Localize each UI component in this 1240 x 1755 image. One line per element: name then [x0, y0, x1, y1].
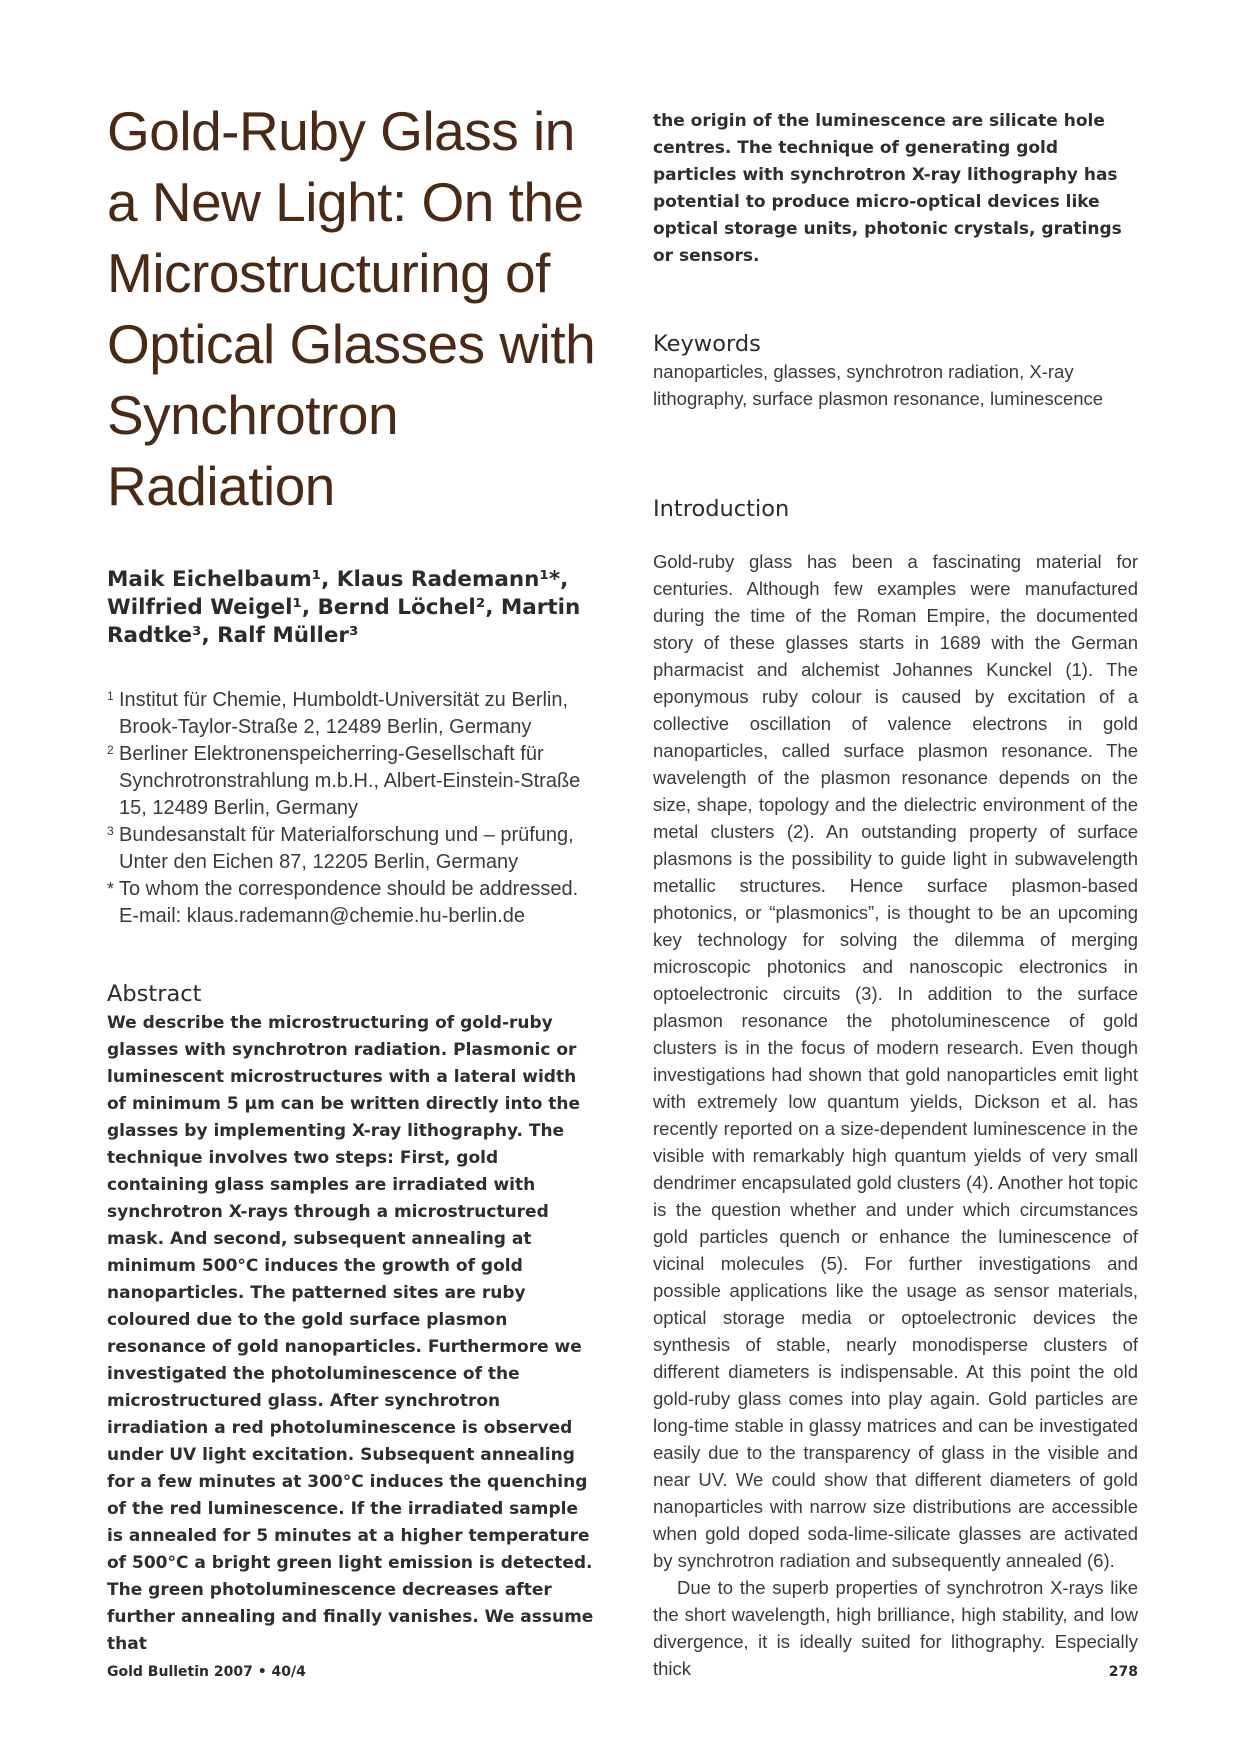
author-list: Maik Eichelbaum¹, Klaus Rademann¹*, Wilfried Weigel¹, Bernd Löchel², Martin Radtke³, Ralf Müller³	[107, 567, 581, 648]
abstract-text: We describe the microstructuring of gold-ruby glasses with synchrotron radiation. Plasmonic or luminescent microstructures with a lateral width of minimum 5 µm can be written directly into the glasses by implementing X-ray lithography. The technique involves two steps: First, gold containing glass samples are irradiated with synchrotron X-rays through a microstructured mask. And second, subsequent annealing at minimum 500°C induces the growth of gold nanoparticles. The patterned sites are ruby coloured due to the gold surface plasmon resonance of gold nanoparticles. Furthermore we investigated the photoluminescence of the microstructured glass. After synchrotron irradiation a red photoluminescence is observed under UV light excitation. Subsequent annealing for a few minutes at 300°C induces the quenching of the red luminescence. If the irradiated sample is annealed for 5 minutes at a higher temperature of 500°C a bright green light emission is detected. The green photoluminescence decreases after further annealing and finally vanishes. We assume that	[107, 1013, 594, 1654]
keywords-heading: Keywords	[653, 331, 761, 357]
affiliation-text: Berliner Elektronenspeicherring-Gesellschaft für Synchrotronstrahlung m.b.H., Albert-Einstein-Straße 15, 12489 Berlin, Germany	[119, 743, 581, 819]
introduction-paragraph: Due to the superb properties of synchrotron X-rays like the short wavelength, high brilliance, high stability, and low divergence, it is ideally suited for lithography. Especially thick	[653, 1577, 1138, 1679]
affiliation-item	[107, 741, 597, 822]
affiliation-list	[107, 687, 597, 930]
left-column	[107, 96, 597, 1658]
right-column	[653, 108, 1138, 1682]
affiliation-mark: 1	[107, 689, 114, 703]
correspondence-text: To whom the correspondence should be addressed. E-mail: klaus.rademann@chemie.hu-berlin.de	[119, 878, 579, 927]
affiliation-mark: 3	[107, 824, 114, 838]
affiliation-mark: *	[107, 879, 115, 899]
page-number: 278	[1108, 1664, 1138, 1680]
introduction-paragraph: Gold-ruby glass has been a fascinating material for centuries. Although few examples were manufactured during the time of the Roman Empire, the documented story of these glasses starts in 1689 with the German pharmacist and alchemist Johannes Kunckel (1). The eponymous ruby colour is caused by excitation of a collective oscillation of valence electrons in gold nanoparticles, called surface plasmon resonance. The wavelength of the plasmon resonance depends on the size, shape, topology and the dielectric environment of the metal clusters (2). An outstanding property of surface plasmons is the possibility to guide light in subwavelength metallic structures. Hence surface plasmon-based photonics, or “plasmonics”, is thought to be an upcoming key technology for solving the dilemma of merging microscopic photonics and nanoscopic electronics in optoelectronic circuits (3). In addition to the surface plasmon resonance the photoluminescence of gold clusters is in the focus of modern research. Even though investigations had shown that gold nanoparticles emit light with extremely low quantum yields, Dickson et al. has recently reported on a size-dependent luminescence in the visible with remarkably high quantum yields of very small dendrimer encapsulated gold clusters (4). Another hot topic is the question whether and under which circumstances gold particles quench or enhance the luminescence of vicinal molecules (5). For further investigations and possible applications like the usage as sensor materials, optical storage media or optoelectronic devices the synthesis of stable, nearly monodisperse clusters of different diameters is indispensable. At this point the old gold-ruby glass comes into play again. Gold particles are long-time stable in glassy matrices and can be investigated easily due to the transparency of glass in the visible and near UV. We could show that different diameters of gold nanoparticles with narrow size distributions are accessible when gold doped soda-lime-silicate glasses are activated by synchrotron radiation and subsequently annealed (6).	[653, 551, 1138, 1571]
abstract-continuation: the origin of the luminescence are silicate hole centres. The technique of generating gold particles with synchrotron X-ray lithography has potential to produce micro-optical devices like optical storage units, photonic crystals, gratings or sensors.	[653, 111, 1122, 266]
journal-citation: Gold Bulletin 2007 • 40/4	[107, 1664, 306, 1680]
affiliation-item	[107, 687, 597, 741]
article-title: Gold-Ruby Glass in a New Light: On the Microstructuring of Optical Glasses with Synchrotron Radiation	[107, 100, 596, 517]
affiliation-text: Institut für Chemie, Humboldt-Universität zu Berlin, Brook-Taylor-Straße 2, 12489 Berlin, Germany	[119, 689, 569, 738]
introduction-heading: Introduction	[653, 496, 790, 522]
abstract-heading: Abstract	[107, 981, 202, 1007]
affiliation-mark: 2	[107, 743, 114, 757]
affiliation-item	[107, 822, 597, 876]
affiliation-text: Bundesanstalt für Materialforschung und – prüfung, Unter den Eichen 87, 12205 Berlin, Germany	[119, 824, 574, 873]
keywords-text: nanoparticles, glasses, synchrotron radiation, X-ray lithography, surface plasmon resonance, luminescence	[653, 361, 1104, 409]
correspondence-note	[107, 876, 597, 930]
